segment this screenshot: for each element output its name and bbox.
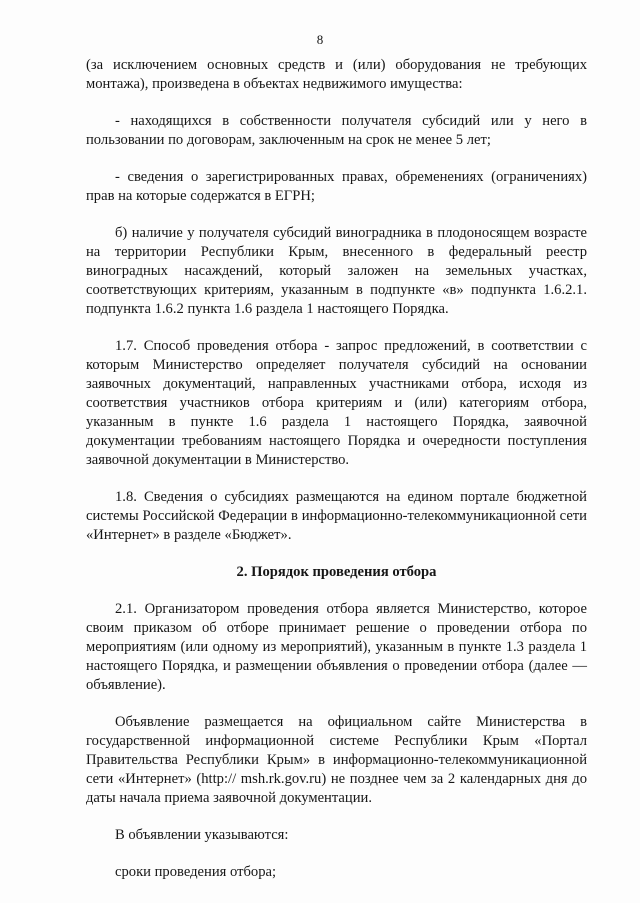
paragraph-announcement-lead: В объявлении указываются: — [115, 827, 289, 843]
paragraph-continuation: (за исключением основных средств и (или) оборудования не требующих монтажа), произведена в объектах недвижимого имущества: — [86, 57, 587, 92]
paragraph-1-8: 1.8. Сведения о субсидиях размещаются на едином портале бюджетной системы Российской Федерации в информационно-телекоммуникационной сети «Интернет» в разделе «Бюджет». — [86, 489, 587, 543]
paragraph-selection-terms: сроки проведения отбора; — [115, 864, 277, 880]
paragraph-list-item-ownership: - находящихся в собственности получателя субсидий или у него в пользовании по договорам, заключенным на срок не менее 5 лет; — [86, 113, 587, 148]
paragraph-item-b: б) наличие у получателя субсидий виноградника в плодоносящем возрасте на территории Республики Крым, внесенного в федеральный реестр виноградных насаждений, который заложен на земельных участках, соответствующих критериям, указанным в подпункте «в» подпункта 1.6.2.1. подпункта 1.6.2 пункта 1.6 раздела 1 настоящего Порядка. — [86, 225, 587, 317]
section-heading: 2. Порядок проведения отбора — [236, 564, 437, 580]
paragraph-announcement: Объявление размещается на официальном сайте Министерства в государственной информационной системе Республики Крым «Портал Правительства Республики Крым» в информационно-телекоммуникационной сети «Интернет» (http:// msh.rk.gov.ru) не позднее чем за 2 календарных дня до даты начала приема заявочной документации. — [86, 714, 587, 806]
paragraph-1-7: 1.7. Способ проведения отбора - запрос предложений, в соответствии с которым Министерство определяет получателя субсидий на основании заявочных документаций, направленных участниками отбора, исходя из соответствия участников отбора критериям и (или) категориям отбора, указанным в пункте 1.6 раздела 1 настоящего Порядка, заявочной документации требованиям настоящего Порядка и очередности поступления заявочной документации в Министерство. — [86, 338, 587, 468]
paragraph-list-item-egrn: - сведения о зарегистрированных правах, обременениях (ограничениях) прав на которые содержатся в ЕГРН; — [86, 169, 587, 204]
page-number: 8 — [316, 32, 324, 47]
document-body — [86, 56, 587, 882]
paragraph-2-1: 2.1. Организатором проведения отбора является Министерство, которое своим приказом об отборе принимает решение о проведении отбора по мероприятиям (или одному из мероприятий), указанным в пункте 1.3 раздела 1 настоящего Порядка, и размещении объявления о проведении отбора (далее — объявление). — [86, 601, 587, 693]
